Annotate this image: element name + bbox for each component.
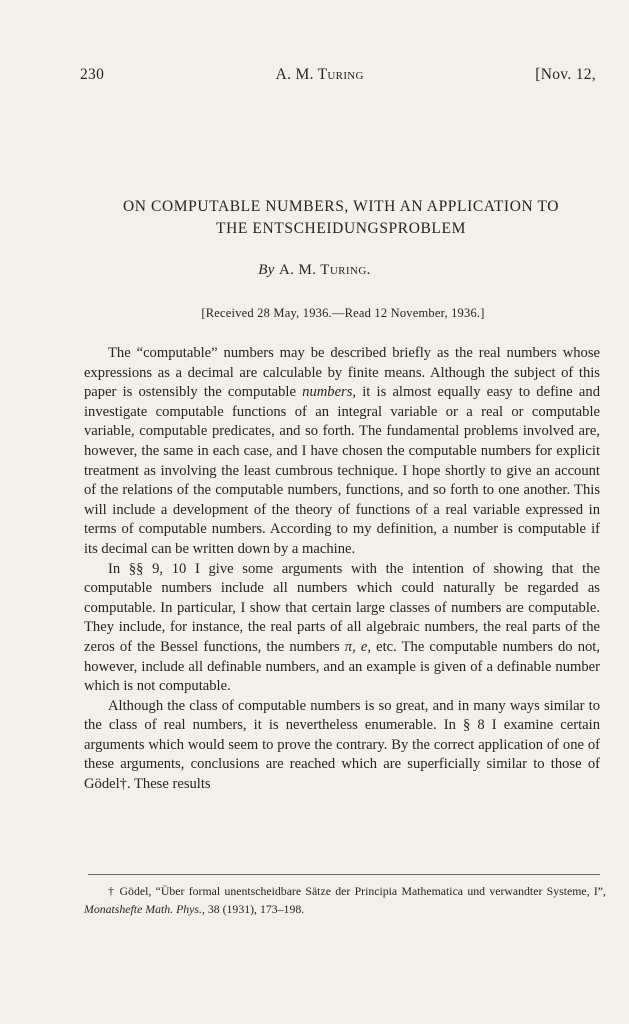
- body-text: [84, 344, 600, 795]
- byline: [0, 262, 629, 279]
- page-header: [80, 66, 596, 84]
- title-line-1: ON COMPUTABLE NUMBERS, WITH AN APPLICATION TO: [122, 198, 560, 215]
- received-note: [Received 28 May, 1936.—Read 12 November, 1936.]: [201, 306, 485, 320]
- paragraph-3: Although the class of computable numbers is so great, and in many ways similar to the class of real numbers, it is nevertheless enumerable. In § 8 I examine certain arguments which would seem to prove the contrary. By the correct application of one of these arguments, conclusions are reached which are superficially similar to those of Gödel†. These results: [84, 697, 600, 793]
- footnote-rule: [88, 874, 600, 875]
- byline-by: By: [258, 262, 275, 278]
- header-date: [Nov. 12,: [535, 66, 596, 83]
- paragraph-1: The “computable” numbers may be described briefly as the real numbers whose expressions as a decimal are calculable by finite means. Although the subject of this paper is ostensibly the computable numbers, it is almost equally easy to define and investigate computable functions of an integral variable or a real or computable variable, computable predicates, and so forth. The fundamental problems involved are, however, the same in each case, and I have chosen the computable numbers for explicit treatment as involving the least cumbrous technique. I hope shortly to give an account of the relations of the computable numbers, functions, and so forth to one another. This will include a development of the theory of functions of a real variable expressed in terms of computable numbers. According to my definition, a number is computable if its decimal can be written down by a machine.: [84, 345, 601, 557]
- journal-title: Monatshefte Math. Phys.,: [84, 902, 205, 916]
- author-name: A. M. Turing.: [278, 262, 371, 278]
- page-number: 230: [80, 66, 105, 83]
- emphasis-pi-e: π, e,: [344, 638, 371, 655]
- paragraph-2: In §§ 9, 10 I give some arguments with the intention of showing that the computable numbers include all numbers which could naturally be regarded as computable. In particular, I show that certain large classes of numbers are computable. They include, for instance, the real parts of all algebraic numbers, the real parts of the zeros of the Bessel functions, the numbers π, e, etc. The computable numbers do not, however, include all definable numbers, and an example is given of a definable number which is not computable.: [84, 560, 600, 695]
- paper-title: [76, 196, 606, 240]
- running-head: A. M. Turing: [275, 66, 364, 83]
- title-line-2: THE ENTSCHEIDUNGSPROBLEM: [216, 220, 466, 237]
- emphasis-numbers: numbers,: [302, 384, 357, 401]
- footnote: † Gödel, “Über formal unentscheidbare Sätze der Principia Mathematica und verwandter Systeme, I”, Monatshefte Math. Phys., 38 (1931), 173–198.: [84, 884, 606, 916]
